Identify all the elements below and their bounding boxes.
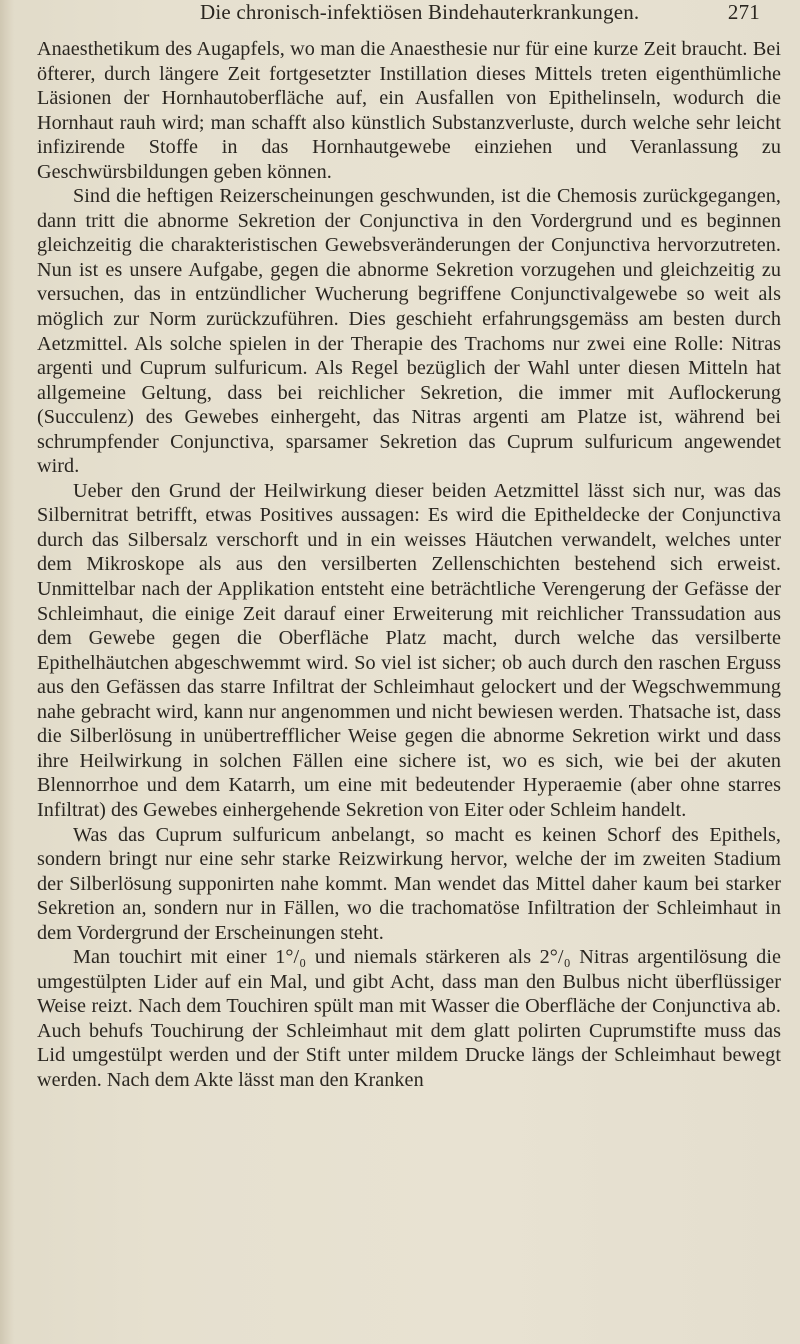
paragraph-4: Was das Cuprum sulfuricum anbelangt, so macht es keinen Schorf des Epithels, sondern bringt nur eine sehr starke Reizwirkung hervor, welche der im zweiten Stadium der Silberlösung supponirten nahe kommt. Man wendet das Mittel daher kaum bei starker Sekretion an, sondern nur in Fällen, wo die trachomatöse Infiltration der Schleimhaut in dem Vordergrund der Erscheinungen steht.: [37, 823, 781, 944]
paragraph-2: Sind die heftigen Reizerscheinungen geschwunden, ist die Chemosis zurückgegangen, dann tritt die abnorme Sekretion der Conjunctiva in den Vordergrund und es beginnen gleichzeitig die charakteristischen Gewebsveränderungen der Conjunctiva hervorzutreten. Nun ist es unsere Aufgabe, gegen die abnorme Sekretion vorzugehen und gleichzeitig zu versuchen, das in entzündlicher Wucherung begriffene Conjunctivalgewebe so weit als möglich zur Norm zurückzuführen. Dies geschieht erfahrungsgemäss am besten durch Aetzmittel. Als solche spielen in der Therapie des Trachoms nur zwei eine Rolle: Nitras argenti und Cuprum sulfuricum. Als Regel bezüglich der Wahl unter diesen Mitteln hat allgemeine Geltung, dass bei reichlicher Sekretion, die immer mit Auflockerung (Succulenz) des Gewebes einhergeht, das Nitras argenti am Platze ist, während bei schrumpfender Conjunctiva, sparsamer Sekretion das Cuprum sulfuricum angewendet wird.: [37, 185, 781, 478]
body-text: [37, 37, 781, 1093]
page-gutter-shadow: [0, 0, 14, 1344]
paragraph-3: Ueber den Grund der Heilwirkung dieser beiden Aetzmittel lässt sich nur, was das Silbernitrat betrifft, etwas Positives aussagen: Es wird die Epitheldecke der Conjunctiva durch das Silbersalz verschorft und in ein weisses Häutchen verwandelt, welches unter dem Mikroskope als aus den versilberten Zellenschichten bestehend sich erweist. Unmittelbar nach der Applikation entsteht eine beträchtliche Verengerung der Gefässe der Schleimhaut, die einige Zeit darauf einer Erweiterung mit reichlicher Transsudation aus dem Gewebe gegen die Oberfläche Platz macht, durch welche das versilberte Epithelhäutchen abgeschwemmt wird. So viel ist sicher; ob auch durch den raschen Erguss aus den Gefässen das starre Infiltrat der Schleimhaut gelockert und der Wegschwemmung nahe gebracht wird, kann nur angenommen und nicht bewiesen werden. Thatsache ist, dass die Silberlösung in unübertrefflicher Weise gegen die abnorme Sekretion wirkt und dass ihre Heilwirkung in solchen Fällen eine sichere ist, wo es sich, wie bei der akuten Blennorrhoe und dem Katarrh, um eine mit bedeutender Hyperaemie (aber ohne starres Infiltrat) des Gewebes einhergehende Sekretion von Eiter oder Schleim handelt.: [37, 479, 781, 821]
page-number: 271: [727, 0, 760, 24]
paragraph-5: Man touchirt mit einer 1°/₀ und niemals stärkeren als 2°/₀ Nitras argentilösung die umgestülpten Lider auf ein Mal, und gibt Acht, dass man den Bulbus nicht überflüssiger Weise reizt. Nach dem Touchiren spült man mit Wasser die Oberfläche der Conjunctiva ab. Auch behufs Touchirung der Schleimhaut mit dem glatt polirten Cuprumstifte muss das Lid umgestülpt werden und der Stift unter mildem Drucke längs der Schleimhaut bewegt werden. Nach dem Akte lässt man den Kranken: [37, 946, 781, 1091]
page-header: [120, 0, 760, 30]
running-title: Die chronisch-infektiösen Bindehauterkrankungen.: [200, 0, 640, 24]
paragraph-1: Anaesthetikum des Augapfels, wo man die Anaesthesie nur für eine kurze Zeit braucht. Bei öfterer, durch längere Zeit fortgesetzter Instillation dieses Mittels treten eigenthümliche Läsionen der Hornhautoberfläche auf, ein Ausfallen von Epithelinseln, wodurch die Hornhaut rauh wird; man schafft also künstlich Substanzverluste, durch welche sehr leicht infizirende Stoffe in das Hornhautgewebe einziehen und Veranlassung zu Geschwürsbildungen geben können.: [37, 38, 781, 183]
